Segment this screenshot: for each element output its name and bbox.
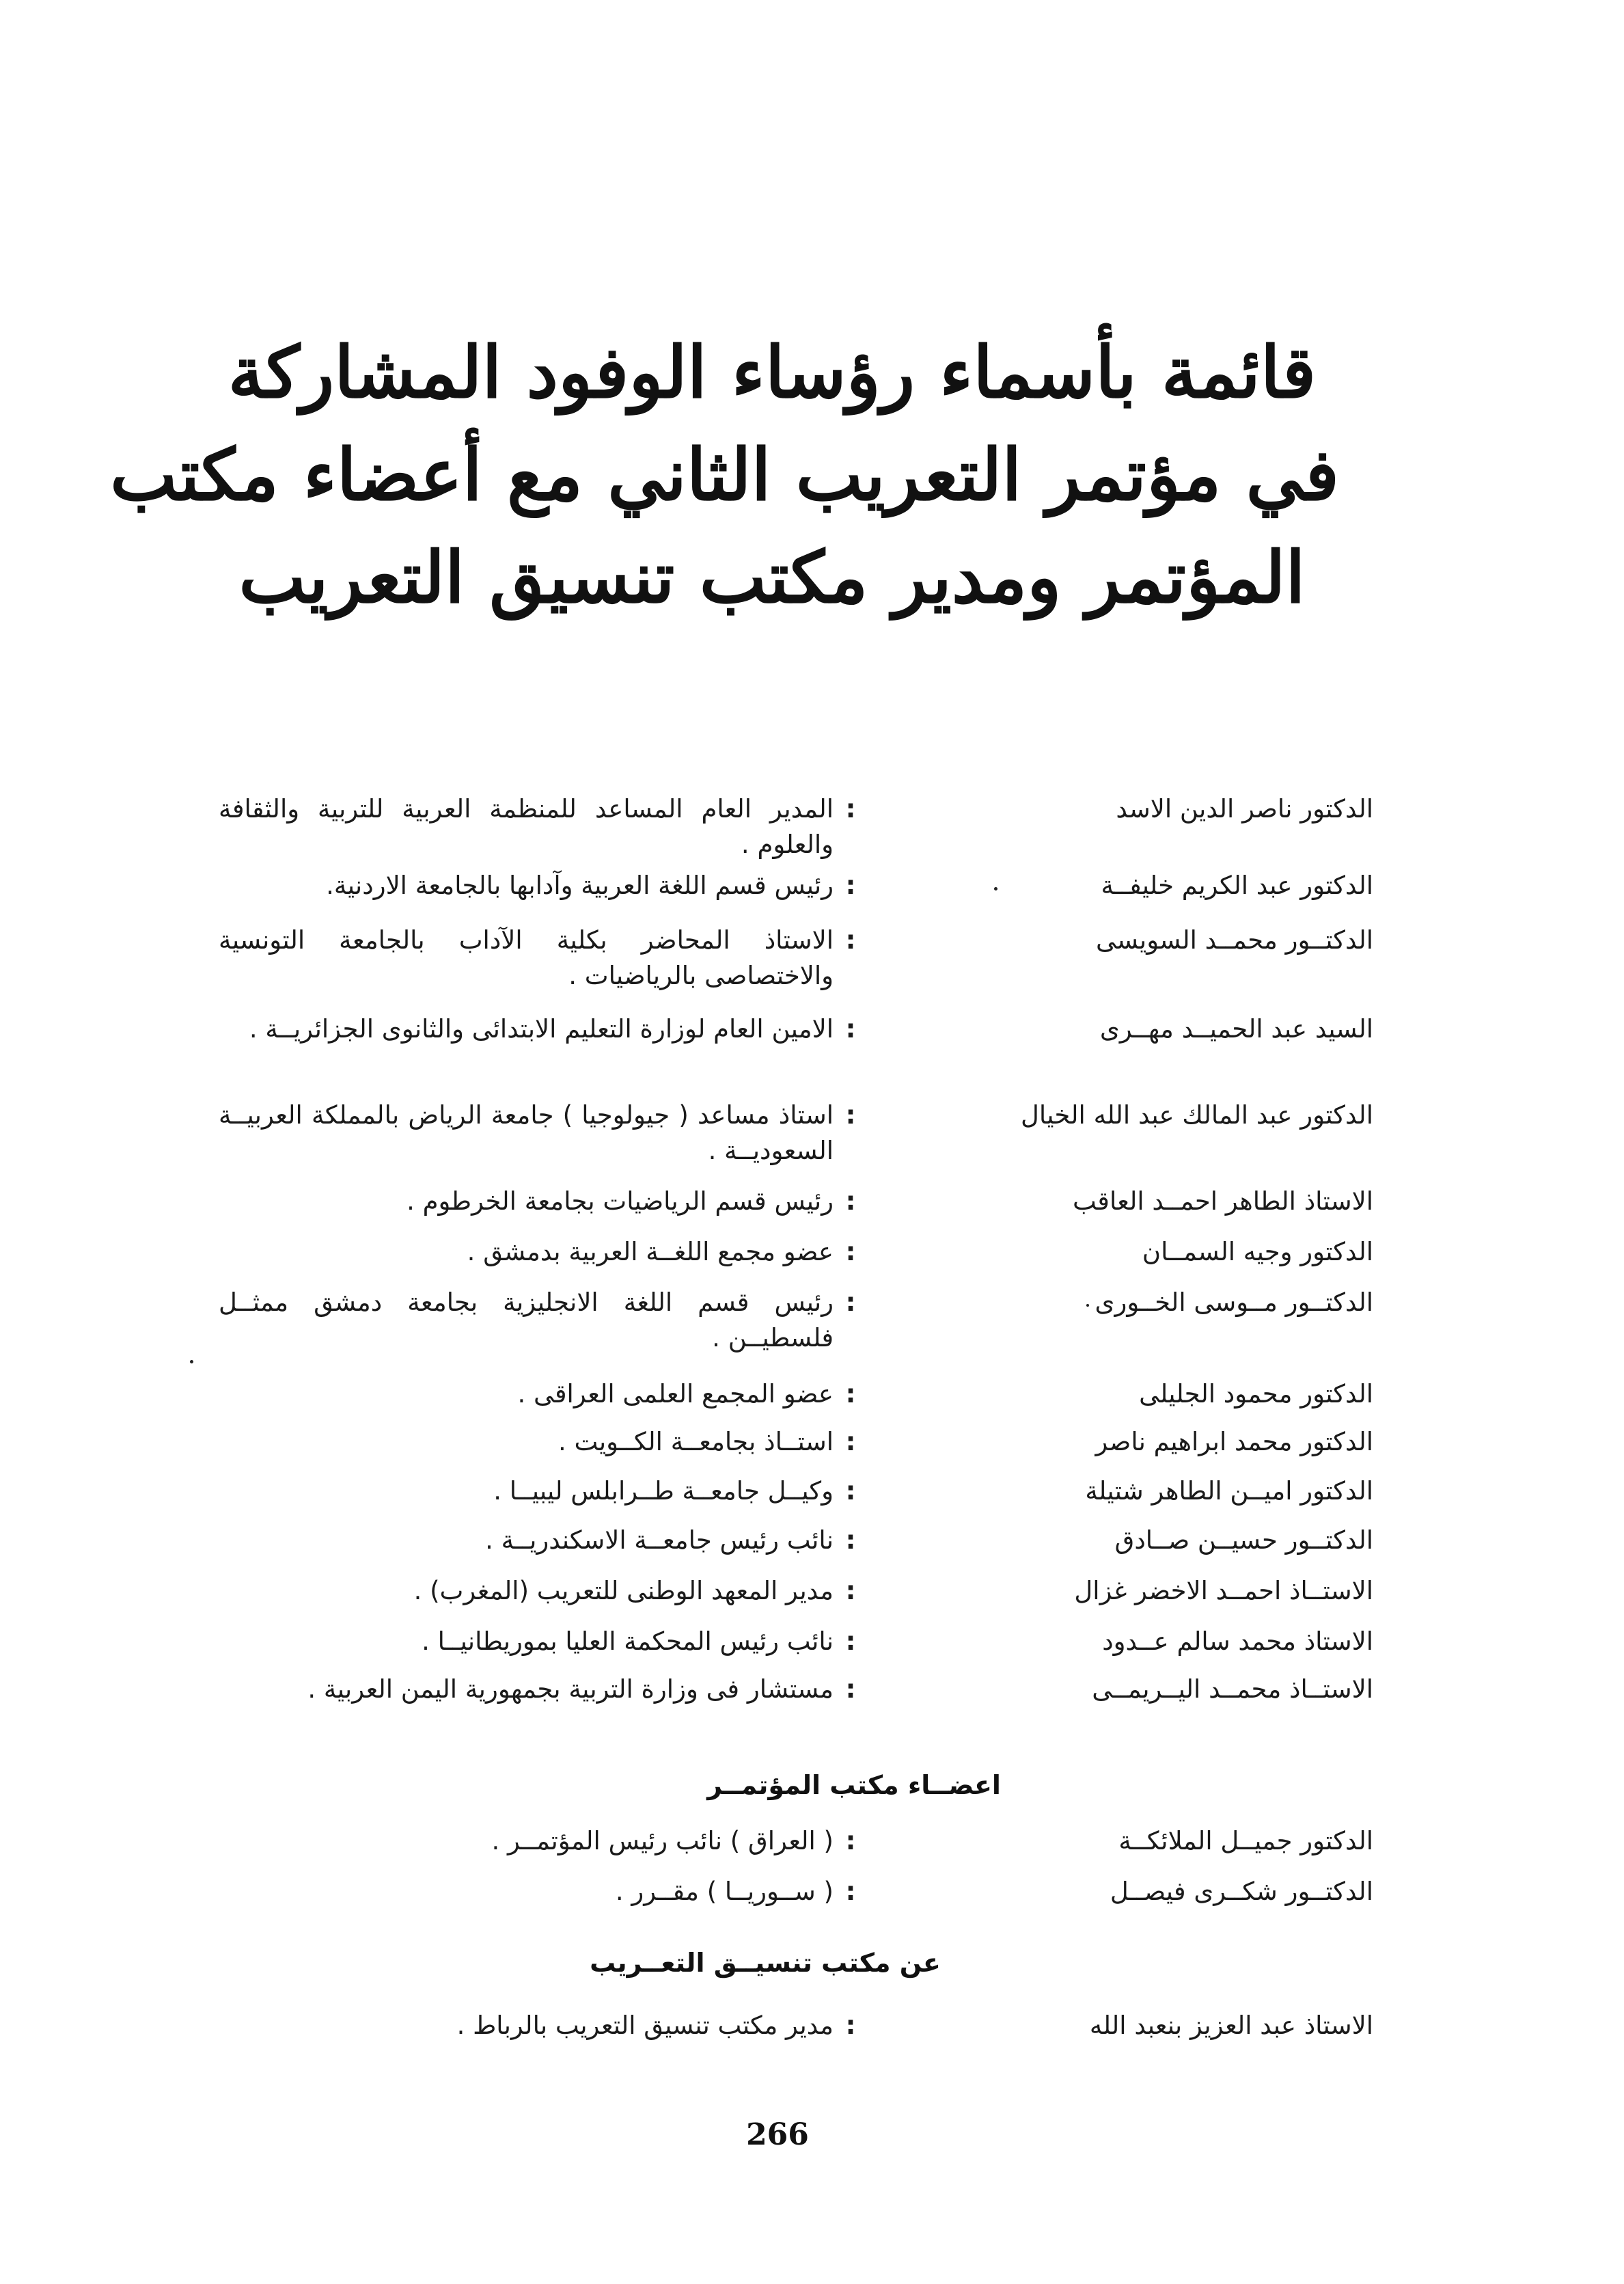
delegate-role: مدير المعهد الوطنى للتعريب (المغرب) . [413,1576,834,1605]
separator: : [845,794,856,824]
delegate-role: عضو المجمع العلمى العراقى . [517,1379,834,1409]
delegate-name: الدكتور محمد ابراهيم ناصر [1095,1427,1373,1456]
member-name: الدكتــور شكــرى فيصــل [1110,1877,1373,1906]
separator: : [845,925,856,955]
delegate-role: استاذ مساعد ( جيولوجيا ) جامعة الرياض بالمملكة العربيــة السعوديــة . [219,1100,834,1165]
delegate-name: الدكتــور محمــد السويسى [1096,925,1373,955]
title-line-2: في مؤتمر التعريب الثاني مع أعضاء مكتب [110,433,1339,517]
delegate-name: الدكتور وجيه السمــان [1142,1237,1373,1266]
separator: : [845,1476,856,1506]
separator: : [845,2011,856,2040]
delegate-role: الاستاذ المحاضر بكلية الآداب بالجامعة التونسية والاختصاصى بالرياضيات . [219,925,834,990]
coordination-section-heading: عن مكتب تنسيــق التعــريب [590,1948,941,1978]
separator: : [845,1877,856,1906]
delegate-name: الدكتور اميــن الطاهر شتيلة [1085,1476,1373,1506]
delegate-role: الامين العام لوزارة التعليم الابتدائى والثانوى الجزائريــة . [249,1014,834,1044]
delegate-name: الدكتــور حسيــن صــادق [1114,1525,1373,1555]
delegate-name: الدكتور عبد الكريم خليفــة [1101,871,1373,900]
separator: : [845,1674,856,1704]
member-role: ( العراق ) نائب رئيس المؤتمــر . [491,1826,834,1855]
title-line-3: المؤتمر ومدير مكتب تنسيق التعريب [238,535,1306,619]
separator: : [845,1186,856,1216]
member-name: الاستاذ عبد العزيز بنعبد الله [1089,2011,1373,2040]
delegate-role: المدير العام المساعد للمنظمة العربية للتربية والثقافة والعلوم . [219,794,834,859]
office-section-heading: اعضــاء مكتب المؤتمــر [707,1770,1001,1800]
separator: : [845,871,856,900]
delegate-role: عضو مجمع اللغــة العربية بدمشق . [467,1237,834,1266]
delegate-name: الاستاذ محمد سالم عــدود [1102,1627,1373,1656]
separator: : [845,1288,856,1317]
delegate-role: نائب رئيس جامعــة الاسكندريــة . [485,1525,834,1555]
delegate-name: الدكتــور مــوسى الخــورى [1095,1288,1373,1317]
delegate-name: السيد عبد الحميــد مهــرى [1099,1014,1373,1044]
delegate-name: الدكتور عبد المالك عبد الله الخيال [1021,1100,1373,1130]
separator: : [845,1379,856,1409]
delegate-role: استــاذ بجامعــة الكــويت . [558,1427,834,1456]
separator: : [845,1100,856,1130]
delegate-role: مستشار فى وزارة التربية بجمهورية اليمن العربية . [307,1674,834,1704]
scan-speck [994,887,997,891]
delegate-name: الاستــاذ احمــد الاخضر غزال [1074,1576,1373,1605]
delegate-name: الدكتور محمود الجليلى [1139,1379,1373,1409]
delegate-role: نائب رئيس المحكمة العليا بموريطانيــا . [422,1627,834,1656]
delegate-name: الدكتور ناصر الدين الاسد [1116,794,1373,824]
page-number: 266 [746,2117,809,2152]
separator: : [845,1525,856,1555]
member-role: مدير مكتب تنسيق التعريب بالرباط . [456,2011,834,2040]
delegate-role: رئيس قسم الرياضيات بجامعة الخرطوم . [407,1186,834,1216]
delegate-name: الاستــاذ محمــد اليــريمــى [1092,1674,1373,1704]
delegate-role: رئيس قسم اللغة الانجليزية بجامعة دمشق ممثــل فلسطيــن . [219,1288,834,1352]
separator: : [845,1014,856,1044]
delegate-name: الاستاذ الطاهر احمــد العاقب [1072,1186,1373,1216]
delegate-role: وكيــل جامعــة طــرابلس ليبيــا . [493,1476,834,1506]
member-role: ( ســوريــا ) مقــرر . [615,1877,834,1906]
separator: : [845,1627,856,1656]
member-name: الدكتور جميــل الملائكــة [1118,1826,1373,1855]
scan-speck [190,1360,193,1363]
separator: : [845,1427,856,1456]
scan-speck [1086,1304,1089,1307]
separator: : [845,1237,856,1266]
separator: : [845,1576,856,1605]
separator: : [845,1826,856,1855]
page-title [110,321,1339,629]
delegate-role: رئيس قسم اللغة العربية وآدابها بالجامعة الاردنية. [326,871,834,900]
title-line-1: قائمة بأسماء رؤساء الوفود المشاركة [228,330,1317,414]
